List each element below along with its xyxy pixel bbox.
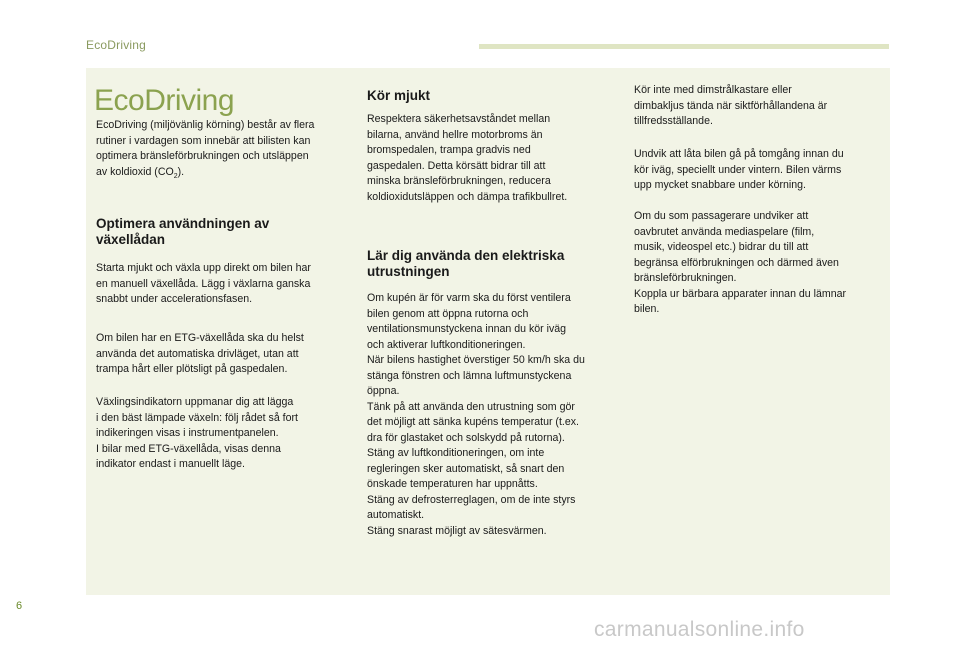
intro-text: EcoDriving (miljövänlig körning) består av flera rutiner i vardagen som innebär att bilisten kan optimera bränsleförbrukningen och utsläppen av koldioxid (CO xyxy=(96,119,315,178)
content-panel xyxy=(86,68,890,595)
media-paragraph: Om du som passagerare undviker att oavbrutet använda mediaspelare (film, musik, videospel etc.) bidrar du till att begränsa elförbrukningen och därmed även bränsleförbrukningen. Koppla ur bärbara apparater innan du lämnar bilen. xyxy=(634,210,847,315)
intro-text-end: ). xyxy=(177,165,185,178)
header-title: EcoDriving xyxy=(86,38,147,52)
intro-subscript: 2 xyxy=(173,172,178,180)
watermark: carmanualsonline.info xyxy=(594,618,805,641)
gearbox-paragraph-2: Om bilen har en ETG-växellåda ska du helst använda det automatiska drivläget, utan att trampa hårt eller plötsligt på gaspedalen. xyxy=(96,332,304,375)
gearbox-heading: Optimera användningen av växellådan xyxy=(96,216,270,247)
electrical-heading: Lär dig använda den elektriska utrustningen xyxy=(367,248,565,279)
gearbox-paragraph-1: Starta mjukt och växla upp direkt om bilen har en manuell växellåda. Lägg i växlarna ganska snabbt under accelerationsfasen. xyxy=(96,262,311,305)
gearbox-paragraph-3: Växlingsindikatorn uppmanar dig att lägga i den bäst lämpade växeln: följ rådet så fort indikeringen visas i instrumentpanelen. I bilar med ETG-växellåda, visas denna indikator endast i manuellt läge. xyxy=(96,396,298,470)
idle-paragraph: Undvik att låta bilen gå på tomgång innan du kör iväg, speciellt under vintern. Bilen värms upp mycket snabbare under körning. xyxy=(634,148,844,191)
header-rule xyxy=(479,44,889,49)
foglights-paragraph: Kör inte med dimstrålkastare eller dimbakljus tända när siktförhållandena är tillfredsställande. xyxy=(634,84,828,127)
drive-smooth-heading: Kör mjukt xyxy=(367,88,431,103)
intro-paragraph xyxy=(96,118,314,184)
page-number: 6 xyxy=(16,600,23,612)
section-title: EcoDriving xyxy=(94,84,235,117)
drive-smooth-paragraph: Respektera säkerhetsavståndet mellan bilarna, använd hellre motorbroms än bromspedalen, trampa gradvis ned gaspedalen. Detta körsätt bidrar till att minska bränsleförbrukningen, reducera koldioxidutsläppen och dämpa trafikbullret. xyxy=(367,113,568,203)
electrical-paragraph: Om kupén är för varm ska du först ventilera bilen genom att öppna rutorna och ventilationsmunstyckena innan du kör iväg och aktiverar luftkonditioneringen. När bilens hastighet överstiger 50 km/h ska du stänga fönstren och lämna luftmunstyckena öppna. Tänk på att använda den utrustning som gör det möjligt att sänka kupéns temperatur (t.ex. dra för glastaket och solskydd på rutorna). Stäng av luftkonditioneringen, om inte regleringen sker automatiskt, så snart den önskade temperaturen har uppnåtts. Stäng av defrosterreglagen, om de inte styrs automatiskt. Stäng snarast möjligt av sätesvärmen. xyxy=(367,292,585,537)
